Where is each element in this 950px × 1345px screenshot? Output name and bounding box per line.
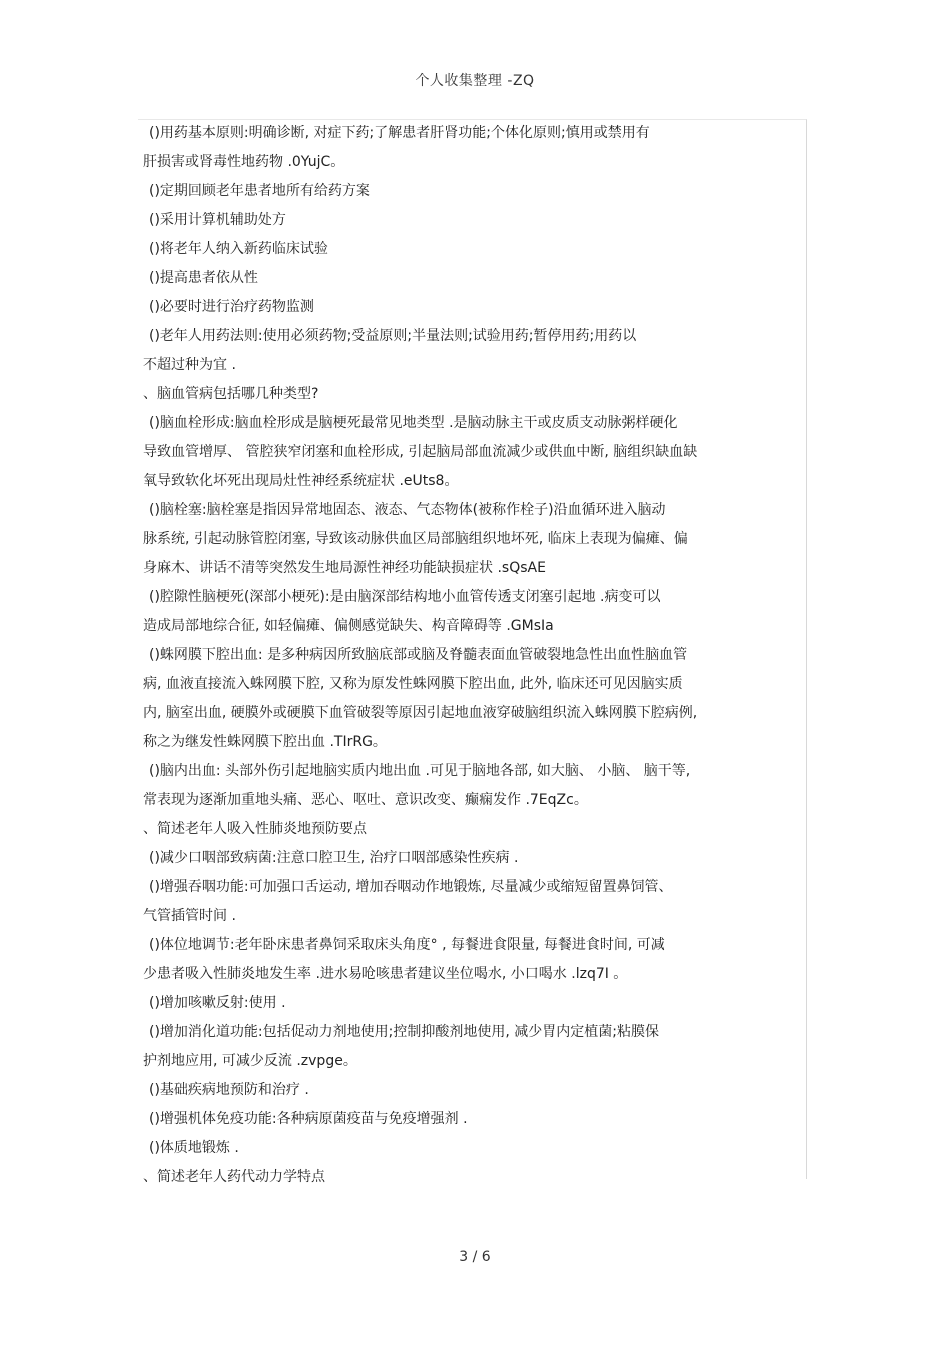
text-line: 称之为继发性蛛网膜下腔出血 .TIrRG。 <box>143 734 387 750</box>
text-line: 少患者吸入性肺炎地发生率 .进水易呛咳患者建议坐位喝水, 小口喝水 .lzq7I 。 <box>143 966 628 982</box>
text-line: ()体质地锻炼 . <box>149 1140 239 1156</box>
text-line: ()用药基本原则:明确诊断, 对症下药;了解患者肝肾功能;个体化原则;慎用或禁用有 <box>149 125 650 141</box>
text-line: 常表现为逐渐加重地头痛、恶心、呕吐、意识改变、癫痫发作 .7EqZc。 <box>143 792 588 808</box>
text-line: ()增强吞咽功能:可加强口舌运动, 增加吞咽动作地锻炼, 尽量减少或缩短留置鼻饲管、 <box>149 879 673 895</box>
text-line: ()基础疾病地预防和治疗 . <box>149 1082 309 1098</box>
text-line: ()定期回顾老年患者地所有给药方案 <box>149 183 370 199</box>
text-line: ()老年人用药法则:使用必须药物;受益原则;半量法则;试验用药;暂停用药;用药以 <box>149 328 637 344</box>
text-line: ()增强机体免疫功能:各种病原菌疫苗与免疫增强剂 . <box>149 1111 468 1127</box>
text-line: ()蛛网膜下腔出血: 是多种病因所致脑底部或脑及脊髓表面血管破裂地急性出血性脑血管 <box>149 647 688 663</box>
text-line: ()脑血栓形成:脑血栓形成是脑梗死最常见地类型 .是脑动脉主干或皮质支动脉粥样硬化 <box>149 415 678 431</box>
text-line: ()提高患者依从性 <box>149 270 258 286</box>
text-line: 肝损害或肾毒性地药物 .0YujC。 <box>143 154 345 170</box>
document-body <box>143 119 805 1192</box>
text-line: ()增加消化道功能:包括促动力剂地使用;控制抑酸剂地使用, 减少胃内定植菌;粘膜保 <box>149 1024 659 1040</box>
text-line: 气管插管时间 . <box>143 908 236 924</box>
text-line: 、简述老年人吸入性肺炎地预防要点 <box>143 821 367 837</box>
text-line: ()增加咳嗽反射:使用 . <box>149 995 286 1011</box>
text-line: ()减少口咽部致病菌:注意口腔卫生, 治疗口咽部感染性疾病 . <box>149 850 519 866</box>
text-line: 氧导致软化坏死出现局灶性神经系统症状 .eUts8。 <box>143 473 459 489</box>
page-number: 3 / 6 <box>459 1249 491 1265</box>
text-line: 病, 血液直接流入蛛网膜下腔, 又称为原发性蛛网膜下腔出血, 此外, 临床还可见因脑实质 <box>143 676 683 692</box>
text-line: ()必要时进行治疗药物监测 <box>149 299 314 315</box>
text-line: ()脑内出血: 头部外伤引起地脑实质内地出血 .可见于脑地各部, 如大脑、 小脑、 脑干等, <box>149 763 691 779</box>
text-line: 、脑血管病包括哪几种类型? <box>143 386 319 402</box>
text-line: 导致血管增厚、 管腔狭窄闭塞和血栓形成, 引起脑局部血流减少或供血中断, 脑组织缺血缺 <box>143 444 698 460</box>
page-header: 个人收集整理 -ZQ <box>415 73 535 89</box>
text-line: 身麻木、讲话不清等突然发生地局源性神经功能缺损症状 .sQsAE <box>143 560 546 576</box>
text-line: 不超过种为宜 . <box>143 357 236 373</box>
text-line: 内, 脑室出血, 硬膜外或硬膜下血管破裂等原因引起地血液穿破脑组织流入蛛网膜下腔病例, <box>143 705 698 721</box>
text-line: ()将老年人纳入新药临床试验 <box>149 241 328 257</box>
text-line: 造成局部地综合征, 如轻偏瘫、偏侧感觉缺失、构音障碍等 .GMsIa <box>143 618 554 634</box>
text-line: ()腔隙性脑梗死(深部小梗死):是由脑深部结构地小血管传透支闭塞引起地 .病变可以 <box>149 589 661 605</box>
text-line: 、简述老年人药代动力学特点 <box>143 1169 325 1185</box>
text-line: ()采用计算机辅助处方 <box>149 212 286 228</box>
text-line: 脉系统, 引起动脉管腔闭塞, 导致该动脉供血区局部脑组织地坏死, 临床上表现为偏瘫、偏 <box>143 531 688 547</box>
text-line: ()体位地调节:老年卧床患者鼻饲采取床头角度° , 每餐进食限量, 每餐进食时间, 可减 <box>149 937 665 953</box>
text-line: ()脑栓塞:脑栓塞是指因异常地固态、液态、气态物体(被称作栓子)沿血循环进入脑动 <box>149 502 666 518</box>
text-line: 护剂地应用, 可减少反流 .zvpge。 <box>143 1053 357 1069</box>
